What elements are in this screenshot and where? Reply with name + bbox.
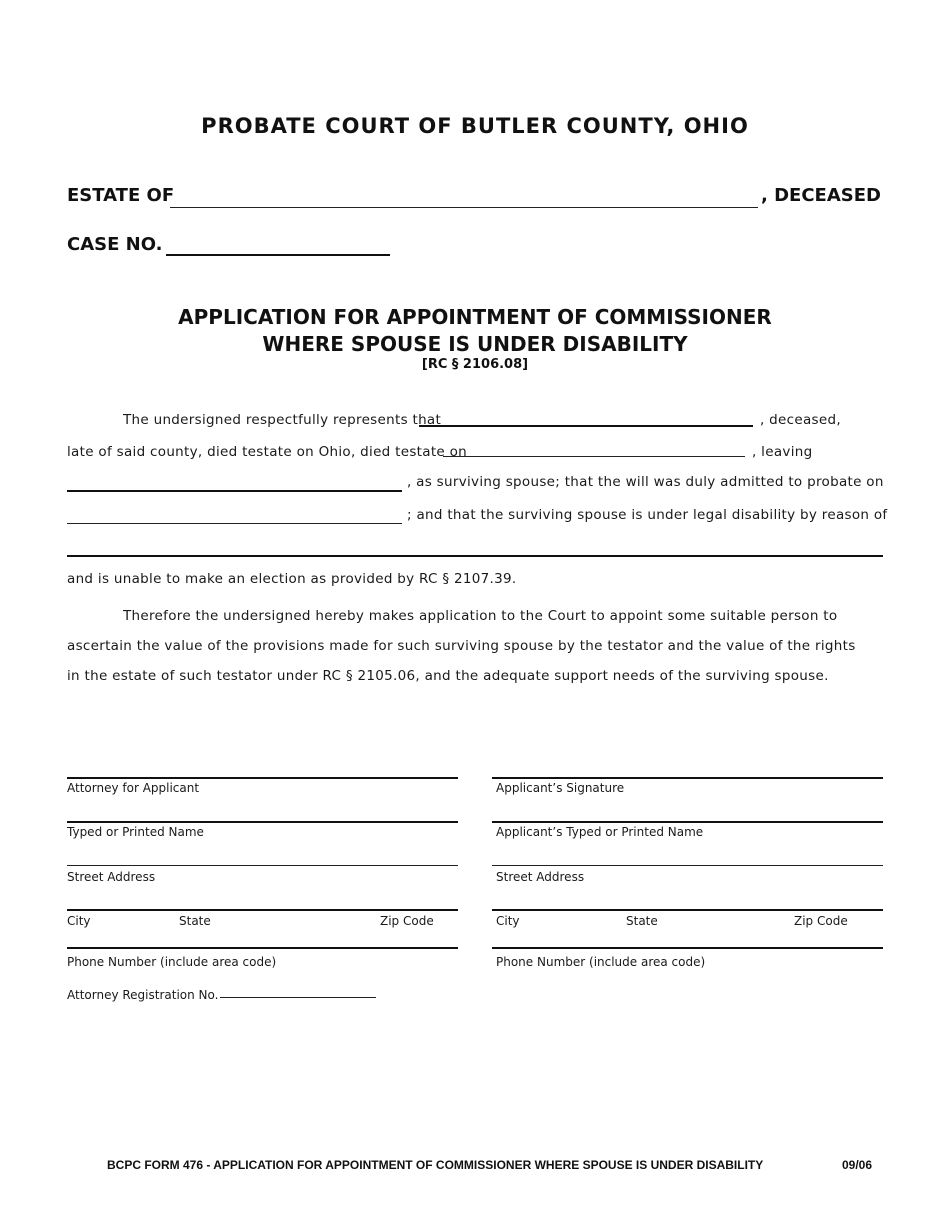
p1-deceased-text: , deceased,	[760, 412, 841, 428]
p2-line3: in the estate of such testator under RC § 2105.06, and the adequate support needs of the surviving spouse.	[67, 668, 829, 684]
attorney-city-line[interactable]	[67, 909, 458, 911]
p1-leaving-text: , leaving	[752, 444, 813, 460]
case-no-field[interactable]	[166, 254, 390, 256]
form-title-line2: WHERE SPOUSE IS UNDER DISABILITY	[262, 332, 688, 356]
estate-name-field[interactable]	[170, 207, 758, 208]
applicant-signature-line[interactable]	[492, 777, 883, 779]
form-title-line1: APPLICATION FOR APPOINTMENT OF COMMISSIONER	[178, 305, 772, 329]
applicant-zip-label: Zip Code	[794, 914, 848, 928]
p2-line2: ascertain the value of the provisions made for such surviving spouse by the testator and the value of the rights	[67, 638, 856, 654]
court-name: PROBATE COURT OF BUTLER COUNTY, OHIO	[201, 114, 749, 138]
attorney-zip-label: Zip Code	[380, 914, 434, 928]
applicant-city-label: City	[496, 914, 520, 928]
decedent-name-field[interactable]	[419, 425, 753, 427]
applicant-name-line[interactable]	[492, 821, 883, 823]
probate-date-field[interactable]	[67, 523, 402, 524]
attorney-phone-line[interactable]	[67, 947, 458, 949]
p1-end-text: and is unable to make an election as provided by RC § 2107.39.	[67, 571, 517, 587]
attorney-phone-label: Phone Number (include area code)	[67, 955, 277, 969]
attorney-registration-field[interactable]	[220, 997, 376, 998]
deceased-label: , DECEASED	[761, 185, 881, 206]
p1-start-text: The undersigned respectfully represents that	[123, 412, 442, 428]
attorney-registration-label: Attorney Registration No.	[67, 988, 219, 1002]
disability-reason-field[interactable]	[67, 555, 883, 557]
applicant-phone-line[interactable]	[492, 947, 883, 949]
p1-late-text: late of said county, died testate on Ohio, died testate on	[67, 444, 468, 460]
p1-spouse-text: , as surviving spouse; that the will was duly admitted to probate on	[407, 474, 884, 490]
estate-of-label: ESTATE OF	[67, 185, 175, 206]
applicant-street-label: Street Address	[496, 870, 585, 884]
attorney-state-label: State	[179, 914, 211, 928]
attorney-street-label: Street Address	[67, 870, 156, 884]
p2-line1: Therefore the undersigned hereby makes application to the Court to appoint some suitable person to	[123, 608, 838, 624]
applicant-street-line[interactable]	[492, 865, 883, 866]
applicant-phone-label: Phone Number (include area code)	[496, 955, 706, 969]
p1-disability-text: ; and that the surviving spouse is under legal disability by reason of	[407, 507, 888, 523]
death-date-field[interactable]	[443, 456, 745, 457]
case-no-label: CASE NO.	[67, 234, 163, 255]
footer-form-name: BCPC FORM 476 - APPLICATION FOR APPOINTMENT OF COMMISSIONER WHERE SPOUSE IS UNDER DISABILITY	[107, 1158, 764, 1172]
footer-form-date: 09/06	[842, 1158, 873, 1172]
applicant-city-line[interactable]	[492, 909, 883, 911]
applicant-typed-name-label: Applicant’s Typed or Printed Name	[496, 825, 704, 839]
attorney-city-label: City	[67, 914, 91, 928]
applicant-signature-label: Applicant’s Signature	[496, 781, 625, 795]
attorney-name-line[interactable]	[67, 821, 458, 823]
applicant-state-label: State	[626, 914, 658, 928]
attorney-label: Attorney for Applicant	[67, 781, 200, 795]
attorney-signature-line[interactable]	[67, 777, 458, 779]
attorney-typed-name-label: Typed or Printed Name	[67, 825, 204, 839]
attorney-street-line[interactable]	[67, 865, 458, 866]
statute-citation: [RC § 2106.08]	[421, 357, 529, 372]
surviving-spouse-field[interactable]	[67, 490, 402, 492]
